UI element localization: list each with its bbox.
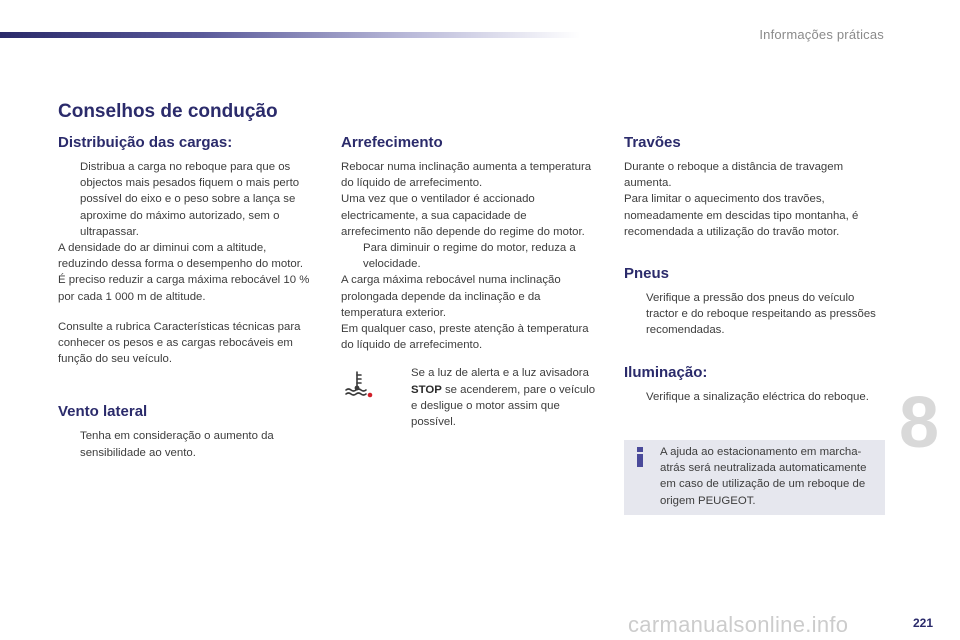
heading-lighting: Iluminação: — [624, 363, 708, 381]
paragraph-cooling-3: A carga máxima rebocável numa inclinação prolongada depende da inclinação e da temperatura exterior. — [341, 274, 561, 319]
header-bar — [0, 32, 580, 38]
bullet-text: Para diminuir o regime do motor, reduza a velocidade. — [363, 242, 576, 271]
warning-text-before: Se a luz de alerta e a luz avisadora — [411, 367, 589, 380]
bullet-text: Distribua a carga no reboque para que os objectos mais pesados fiquem o mais perto possível do eixo e o peso sobre a lança se aproxime do máximo autorizado, sem o ultrapassar. — [80, 161, 300, 238]
bullet-lighting — [624, 389, 879, 405]
column-brakes — [624, 133, 879, 405]
column-cooling — [341, 133, 596, 430]
paragraph-cooling-2: Uma vez que o ventilador é accionado electricamente, a sua capacidade de arrefecimento não depende do regime do motor. — [341, 193, 585, 238]
warning-text-after: se acenderem, pare o veículo e desligue o motor assim que possível. — [411, 383, 596, 429]
info-text: A ajuda ao estacionamento em marcha-atrás será neutralizada automaticamente em caso de utilização de um reboque de origem PEUGEOT. — [660, 446, 867, 507]
heading-cooling: Arrefecimento — [341, 134, 443, 151]
coolant-temperature-warning-icon — [343, 369, 373, 399]
page-title: Conselhos de condução — [58, 101, 278, 122]
info-box — [624, 440, 885, 515]
paragraph-cooling-4: Em qualquer caso, preste atenção à temperatura do líquido de arrefecimento. — [341, 323, 589, 352]
heading-load-distribution: Distribuição das cargas: — [58, 134, 233, 151]
heading-brakes: Travões — [624, 134, 681, 151]
bullet-warning — [389, 365, 596, 430]
column-distribution — [58, 133, 313, 461]
chapter-number: 8 — [899, 383, 940, 463]
paragraph-altitude: A densidade do ar diminui com a altitude, reduzindo dessa forma o desempenho do motor. É preciso reduzir a carga máxima rebocável 10 % por cada 1 000 m de altitude. — [58, 242, 310, 303]
bullet-side-wind — [58, 428, 313, 460]
bullet-text: Verifique a sinalização eléctrica do reboque. — [646, 390, 869, 403]
bullet-load-distribution — [58, 159, 313, 240]
coolant-warning-block — [343, 365, 596, 430]
paragraph-cooling-1: Rebocar numa inclinação aumenta a temperatura do líquido de arrefecimento. — [341, 161, 592, 190]
warning-text — [411, 367, 595, 428]
heading-side-wind: Vento lateral — [58, 403, 148, 421]
stop-label: STOP — [411, 383, 442, 396]
info-icon — [632, 446, 648, 468]
bullet-text: Verifique a pressão dos pneus do veículo tractor e do reboque respeitando as pressões recomendadas. — [646, 292, 876, 337]
paragraph-brakes-2: Para limitar o aquecimento dos travões, nomeadamente em descidas tipo montanha, é recomendada a utilização do travão motor. — [624, 193, 859, 238]
paragraph-technical-reference: Consulte a rubrica Características técnicas para conhecer os pesos e as cargas rebocáveis em função do seu veículo. — [58, 320, 301, 366]
heading-tyres: Pneus — [624, 265, 670, 283]
paragraph-brakes-1: Durante o reboque a distância de travagem aumenta. — [624, 161, 844, 190]
watermark: carmanualsonline.info — [628, 612, 849, 637]
bullet-tyres — [624, 290, 879, 339]
bullet-text: Tenha em consideração o aumento da sensibilidade ao vento. — [80, 430, 274, 459]
section-title: Informações práticas — [759, 27, 884, 42]
page-number: 221 — [913, 616, 934, 630]
bullet-cooling — [341, 240, 596, 272]
